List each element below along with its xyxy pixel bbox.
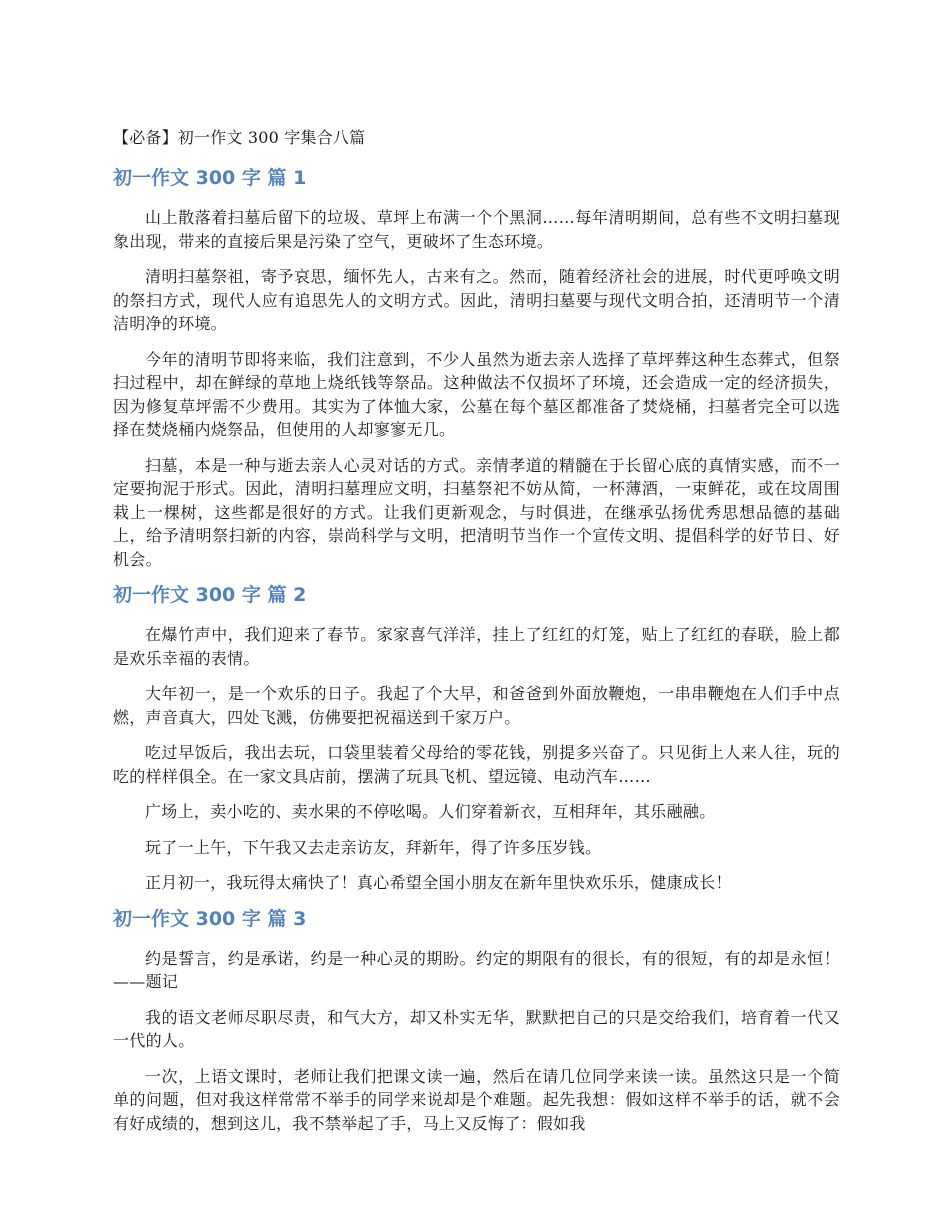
section-heading: 初一作文 300 字 篇 1 [113,167,307,189]
section-heading: 初一作文 300 字 篇 3 [113,907,307,930]
section-2 [113,583,840,895]
section-3 [113,907,840,1136]
document-title: 【必备】初一作文 300 字集合八篇 [113,128,366,147]
paragraph: 今年的清明节即将来临，我们注意到，不少人虽然为逝去亲人选择了草坪葬这种生态葬式，但祭扫过程中，却在鲜绿的草地上烧纸钱等祭品。这种做法不仅损坏了环境，还会造成一定的经济损失，因为修复草坪需不少费用。其实为了体恤大家，公墓在每个墓区都准备了焚烧桶，扫墓者完全可以选择在焚烧桶内烧祭品，但使用的人却寥寥无几。 [113,349,840,439]
paragraph: 在爆竹声中，我们迎来了春节。家家喜气洋洋，挂上了红红的灯笼，贴上了红红的春联，脸上都是欢乐幸福的表情。 [113,625,840,668]
paragraph: 吃过早饭后，我出去玩，口袋里装着父母给的零花钱，别提多兴奋了。只见街上人来人往，玩的吃的样样俱全。在一家文具店前，摆满了玩具飞机、望远镜、电动汽车…… [113,743,840,786]
paragraph: 山上散落着扫墓后留下的垃圾、草坪上布满一个个黑洞……每年清明期间，总有些不文明扫墓现象出现，带来的直接后果是污染了空气，更破坏了生态环境。 [113,208,840,251]
paragraph: 广场上，卖小吃的、卖水果的不停吆喝。人们穿着新衣，互相拜年，其乐融融。 [145,802,716,821]
paragraph: 正月初一，我玩得太痛快了！真心希望全国小朋友在新年里快欢乐乐，健康成长！ [145,873,732,892]
paragraph: 清明扫墓祭祖，寄予哀思，缅怀先人，古来有之。然而，随着经济社会的进展，时代更呼唤文明的祭扫方式，现代人应有追思先人的文明方式。因此，清明扫墓要与现代文明合拍，还清明节一个清洁明净的环境。 [113,267,840,333]
paragraph: 扫墓，本是一种与逝去亲人心灵对话的方式。亲情孝道的精髓在于长留心底的真情实感，而不一定要拘泥于形式。因此，清明扫墓理应文明，扫墓祭祀不妨从简，一杯薄酒，一束鲜花，或在坟周围栽上一棵树，这些都是很好的方式。让我们更新观念，与时俱进，在继承弘扬优秀思想品德的基础上，给予清明祭扫新的内容，崇尚科学与文明，把清明节当作一个宣传文明、提倡科学的好节日、好机会。 [113,455,840,569]
paragraph: 一次，上语文课时，老师让我们把课文读一遍，然后在请几位同学来读一读。虽然这只是一个简单的问题，但对我这样常常不举手的同学来说却是个难题。起先我想：假如这样不举手的话，就不会有好成绩的，想到这儿，我不禁举起了手，马上又反悔了：假如我 [113,1066,840,1133]
document-page [113,126,840,1147]
section-heading: 初一作文 300 字 篇 2 [113,584,307,606]
paragraph: 大年初一，是一个欢乐的日子。我起了个大早，和爸爸到外面放鞭炮，一串串鞭炮在人们手中点燃，声音真大，四处飞溅，仿佛要把祝福送到千家万户。 [113,684,840,727]
paragraph: 玩了一上午，下午我又去走亲访友，拜新年，得了许多压岁钱。 [145,837,602,857]
paragraph: 我的语文老师尽职尽责，和气大方，却又朴实无华，默默把自己的只是交给我们，培育着一代又一代的人。 [113,1007,840,1050]
paragraph: 约是誓言，约是承诺，约是一种心灵的期盼。约定的期限有的很长，有的很短，有的却是永恒！——题记 [113,948,840,991]
section-1 [113,166,840,571]
